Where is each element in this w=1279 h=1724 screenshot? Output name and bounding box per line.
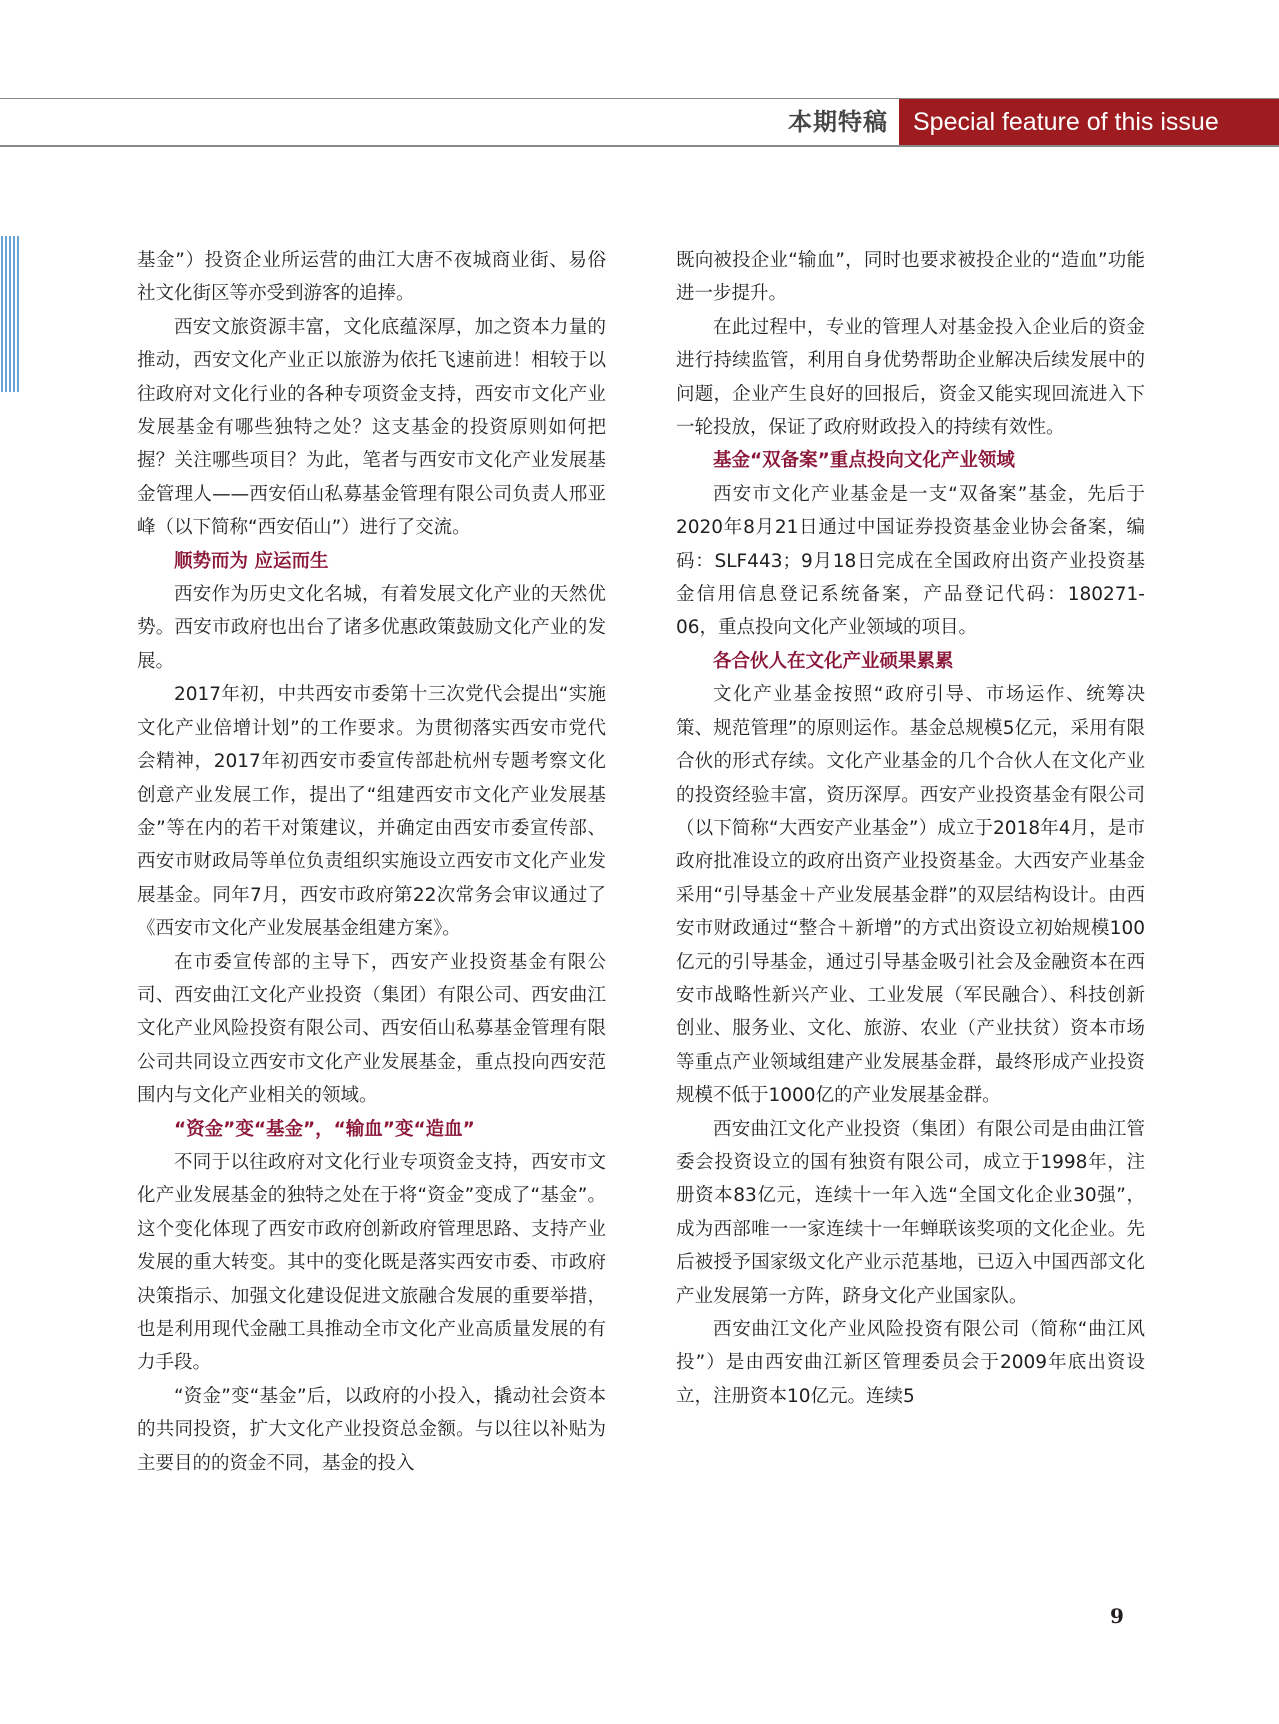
section-heading: 基金“双备案”重点投向文化产业领域 bbox=[713, 450, 1015, 472]
paragraph: 基金”）投资企业所运营的曲江大唐不夜城商业街、易俗社文化街区等亦受到游客的追捧。 bbox=[137, 250, 606, 305]
paragraph: 西安文旅资源丰富，文化底蕴深厚，加之资本力量的推动，西安文化产业正以旅游为依托飞速前进！相较于以往政府对文化行业的各种专项资金支持，西安市文化产业发展基金有哪些独特之处？这支基金的投资原则如何把握？关注哪些项目？为此，笔者与西安市文化产业发展基金管理人——西安佰山私募基金管理有限公司负责人邢亚峰（以下简称“西安佰山”）进行了交流。 bbox=[137, 316, 606, 539]
margin-decoration bbox=[0, 236, 22, 392]
section-title-cn: 本期特稿 bbox=[788, 108, 888, 136]
section-title-en: Special feature of this issue bbox=[899, 99, 1279, 145]
paragraph: 既向被投企业“输血”，同时也要求被投企业的“造血”功能进一步提升。 bbox=[676, 250, 1145, 305]
paragraph: 不同于以往政府对文化行业专项资金支持，西安市文化产业发展基金的独特之处在于将“资金”变成了“基金”。这个变化体现了西安市政府创新政府管理思路、支持产业发展的重大转变。其中的变化既是落实西安市委、市政府决策指示、加强文化建设促进文旅融合发展的重要举措，也是利用现代金融工具推动全市文化产业高质量发展的有力手段。 bbox=[137, 1151, 606, 1374]
section-heading: “资金”变“基金”，“输血”变“造血” bbox=[174, 1118, 475, 1140]
left-column bbox=[137, 244, 606, 1480]
running-header bbox=[0, 99, 1279, 145]
paragraph: 西安作为历史文化名城，有着发展文化产业的天然优势。西安市政府也出台了诸多优惠政策鼓励文化产业的发展。 bbox=[137, 584, 606, 672]
paragraph: 在市委宣传部的主导下，西安产业投资基金有限公司、西安曲江文化产业投资（集团）有限公司、西安曲江文化产业风险投资有限公司、西安佰山私募基金管理有限公司共同设立西安市文化产业发展基金，重点投向西安范围内与文化产业相关的领域。 bbox=[137, 951, 606, 1107]
paragraph: 在此过程中，专业的管理人对基金投入企业后的资金进行持续监管，利用自身优势帮助企业解决后续发展中的问题，企业产生良好的回报后，资金又能实现回流进入下一轮投放，保证了政府财政投入的持续有效性。 bbox=[676, 316, 1145, 439]
header-bottom-rule bbox=[0, 145, 1279, 147]
paragraph: 西安市文化产业基金是一支“双备案”基金，先后于2020年8月21日通过中国证券投资基金业协会备案，编码：SLF443；9月18日完成在全国政府出资产业投资基金信用信息登记系统备案，产品登记代码：180271-06，重点投向文化产业领域的项目。 bbox=[676, 483, 1145, 639]
paragraph: 西安曲江文化产业投资（集团）有限公司是由曲江管委会投资设立的国有独资有限公司，成立于1998年，注册资本83亿元，连续十一年入选“全国文化企业30强”，成为西部唯一一家连续十一年蝉联该奖项的文化企业。先后被授予国家级文化产业示范基地，已迈入中国西部文化产业发展第一方阵，跻身文化产业国家队。 bbox=[676, 1118, 1145, 1307]
page-number: 9 bbox=[1110, 1604, 1124, 1628]
paragraph: 西安曲江文化产业风险投资有限公司（简称“曲江风投”）是由西安曲江新区管理委员会于2009年底出资设立，注册资本10亿元。连续5 bbox=[676, 1319, 1145, 1407]
section-heading: 各合伙人在文化产业硕果累累 bbox=[713, 650, 954, 672]
paragraph: 2017年初，中共西安市委第十三次党代会提出“实施文化产业倍增计划”的工作要求。为贯彻落实西安市党代会精神，2017年初西安市委宣传部赴杭州专题考察文化创意产业发展工作，提出了“组建西安市文化产业发展基金”等在内的若干对策建议，并确定由西安市委宣传部、西安市财政局等单位负责组织实施设立西安市文化产业发展基金。同年7月，西安市政府第22次常务会审议通过了《西安市文化产业发展基金组建方案》。 bbox=[137, 684, 606, 940]
section-heading: 顺势而为 应运而生 bbox=[174, 550, 329, 572]
paragraph: 文化产业基金按照“政府引导、市场运作、统筹决策、规范管理”的原则运作。基金总规模5亿元，采用有限合伙的形式存续。文化产业基金的几个合伙人在文化产业的投资经验丰富，资历深厚。西安产业投资基金有限公司（以下简称“大西安产业基金”）成立于2018年4月，是市政府批准设立的政府出资产业投资基金。大西安产业基金采用“引导基金＋产业发展基金群”的双层结构设计。由西安市财政通过“整合＋新增”的方式出资设立初始规模100亿元的引导基金，通过引导基金吸引社会及金融资本在西安市战略性新兴产业、工业发展（军民融合）、科技创新创业、服务业、文化、旅游、农业（产业扶贫）资本市场等重点产业领域组建产业发展基金群，最终形成产业投资规模不低于1000亿的产业发展基金群。 bbox=[676, 684, 1145, 1107]
paragraph: “资金”变“基金”后，以政府的小投入，撬动社会资本的共同投资，扩大文化产业投资总金额。与以往以补贴为主要目的的资金不同，基金的投入 bbox=[137, 1385, 606, 1474]
right-column bbox=[676, 244, 1145, 1413]
